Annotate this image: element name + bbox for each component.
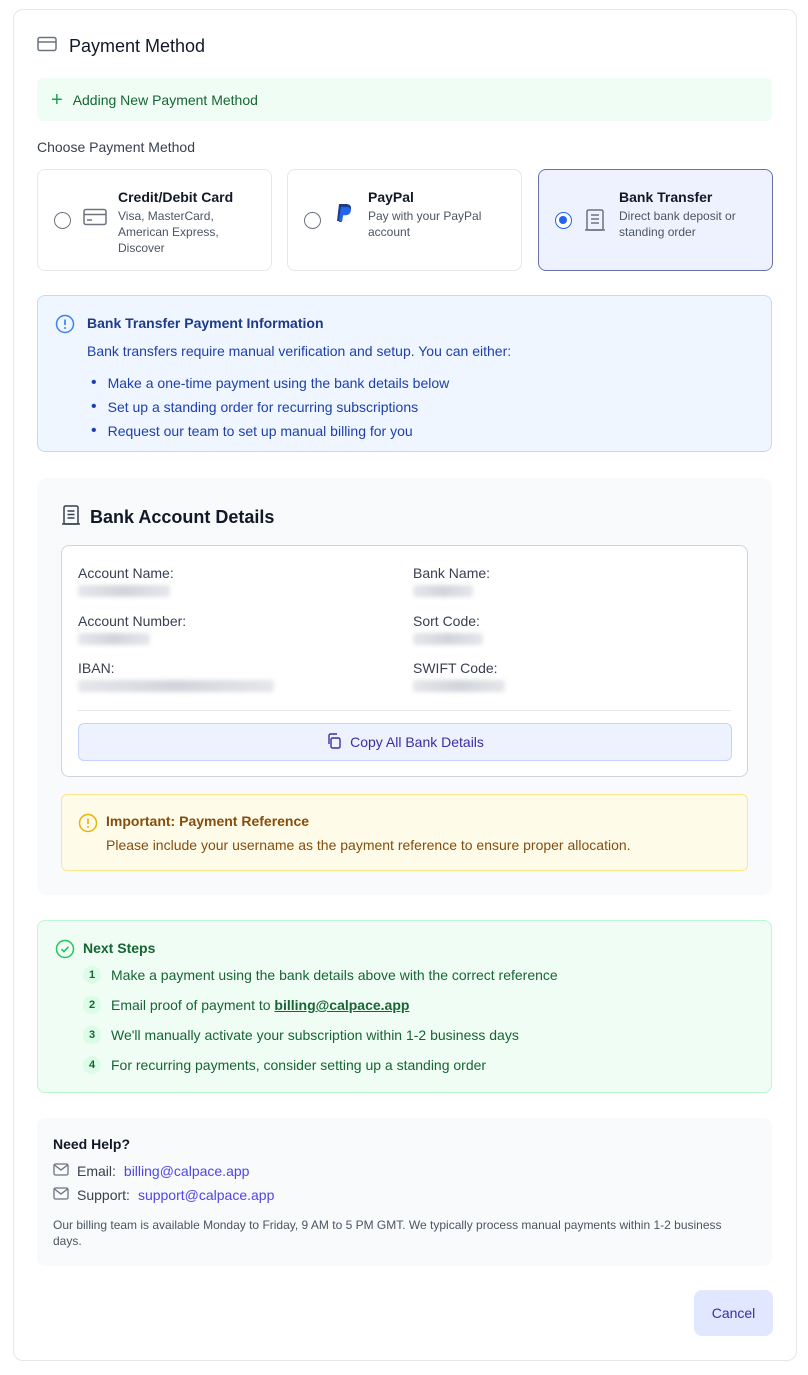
copy-bank-details-button[interactable] xyxy=(78,723,732,761)
building-icon xyxy=(61,504,81,531)
method-title: Credit/Debit Card xyxy=(118,189,234,205)
list-item: • Make a one-time payment using the bank details below xyxy=(91,371,449,395)
field-label: SWIFT Code: xyxy=(413,660,498,676)
redacted-value xyxy=(413,585,473,597)
step-text xyxy=(111,997,409,1013)
method-title: PayPal xyxy=(368,189,414,205)
paypal-icon xyxy=(335,203,353,230)
step-item xyxy=(83,1056,486,1074)
warning-body: Please include your username as the payment reference to ensure proper allocation. xyxy=(106,837,631,853)
payment-reference-warning xyxy=(61,794,748,871)
step-number: 3 xyxy=(83,1026,101,1044)
credit-card-icon xyxy=(83,208,107,231)
step-text: We'll manually activate your subscription within 1-2 business days xyxy=(111,1027,519,1043)
step-text: For recurring payments, consider setting up a standing order xyxy=(111,1057,487,1073)
redacted-value xyxy=(78,680,274,692)
help-email-line xyxy=(53,1163,249,1179)
check-circle-icon xyxy=(55,939,75,964)
bank-header xyxy=(61,504,274,531)
sort-code-field xyxy=(413,613,483,645)
bank-title: Bank Account Details xyxy=(90,507,275,527)
plus-icon: + xyxy=(51,88,63,111)
redacted-value xyxy=(78,633,150,645)
next-steps-title: Next Steps xyxy=(83,940,156,956)
mail-icon xyxy=(53,1163,69,1179)
field-label: Account Number: xyxy=(78,613,187,629)
method-desc: Direct bank deposit or standing order xyxy=(619,209,736,239)
help-section xyxy=(37,1118,772,1266)
list-item: • Set up a standing order for recurring subscriptions xyxy=(91,395,449,419)
billing-email-link[interactable]: billing@calpace.app xyxy=(123,1163,250,1179)
step-number: 2 xyxy=(83,996,101,1014)
help-note: Our billing team is available Monday to Friday, 9 AM to 5 PM GMT. We typically process manual payments within 1-2 business days. xyxy=(53,1218,722,1248)
help-title: Need Help? xyxy=(53,1136,131,1152)
copy-button-label: Copy All Bank Details xyxy=(350,734,484,750)
step-number: 4 xyxy=(83,1056,101,1074)
method-option-bank-transfer[interactable] xyxy=(538,169,773,271)
billing-email-link[interactable]: billing@calpace.app xyxy=(274,997,410,1013)
step-text: Make a payment using the bank details above with the correct reference xyxy=(111,967,558,983)
credit-card-icon xyxy=(37,36,57,57)
field-label: IBAN: xyxy=(78,660,115,676)
bank-transfer-info-box xyxy=(37,295,772,452)
adding-new-label: Adding New Payment Method xyxy=(72,91,258,108)
bank-name-field xyxy=(413,565,490,597)
info-icon xyxy=(55,314,75,339)
help-support-line xyxy=(53,1187,274,1203)
field-label: Sort Code: xyxy=(413,613,480,629)
email-label: Email: xyxy=(77,1163,116,1179)
paypal-radio[interactable] xyxy=(304,212,321,229)
panel-header xyxy=(37,36,205,57)
method-desc: Pay with your PayPal account xyxy=(368,209,482,239)
bank-transfer-radio[interactable] xyxy=(555,212,572,229)
step-item xyxy=(83,1026,519,1044)
redacted-value xyxy=(78,585,170,597)
choose-method-label: Choose Payment Method xyxy=(37,139,195,155)
page-title: Payment Method xyxy=(69,36,206,56)
redacted-value xyxy=(413,680,505,692)
support-label: Support: xyxy=(77,1187,130,1203)
field-label: Bank Name: xyxy=(413,565,491,581)
step-item xyxy=(83,996,409,1014)
list-item: • Request our team to set up manual billing for you xyxy=(91,419,449,443)
account-name-field xyxy=(78,565,174,597)
next-steps-box xyxy=(37,920,772,1093)
info-body: Bank transfers require manual verification and setup. You can either: xyxy=(87,343,512,359)
step-number: 1 xyxy=(83,966,101,984)
card-radio[interactable] xyxy=(54,212,71,229)
step-item xyxy=(83,966,558,984)
cancel-button[interactable]: Cancel xyxy=(694,1290,773,1336)
info-title: Bank Transfer Payment Information xyxy=(87,315,324,331)
method-title: Bank Transfer xyxy=(619,189,713,205)
warning-title: Important: Payment Reference xyxy=(106,813,310,829)
mail-icon xyxy=(53,1187,69,1203)
support-email-link[interactable]: support@calpace.app xyxy=(137,1187,275,1203)
iban-field xyxy=(78,660,274,692)
bank-details-box xyxy=(61,545,748,777)
info-list xyxy=(91,371,449,443)
warning-icon xyxy=(78,813,98,838)
method-option-card[interactable] xyxy=(37,169,272,271)
swift-code-field xyxy=(413,660,505,692)
redacted-value xyxy=(413,633,483,645)
field-label: Account Name: xyxy=(78,565,174,581)
method-option-paypal[interactable] xyxy=(287,169,522,271)
adding-new-banner xyxy=(37,78,772,121)
method-desc: Visa, MasterCard, American Express, Discover xyxy=(118,209,219,255)
copy-icon xyxy=(326,733,342,752)
divider xyxy=(78,710,731,711)
building-icon xyxy=(584,208,606,237)
step-text-before: Email proof of payment to xyxy=(111,997,275,1013)
bank-account-section xyxy=(37,478,772,895)
account-number-field xyxy=(78,613,186,645)
